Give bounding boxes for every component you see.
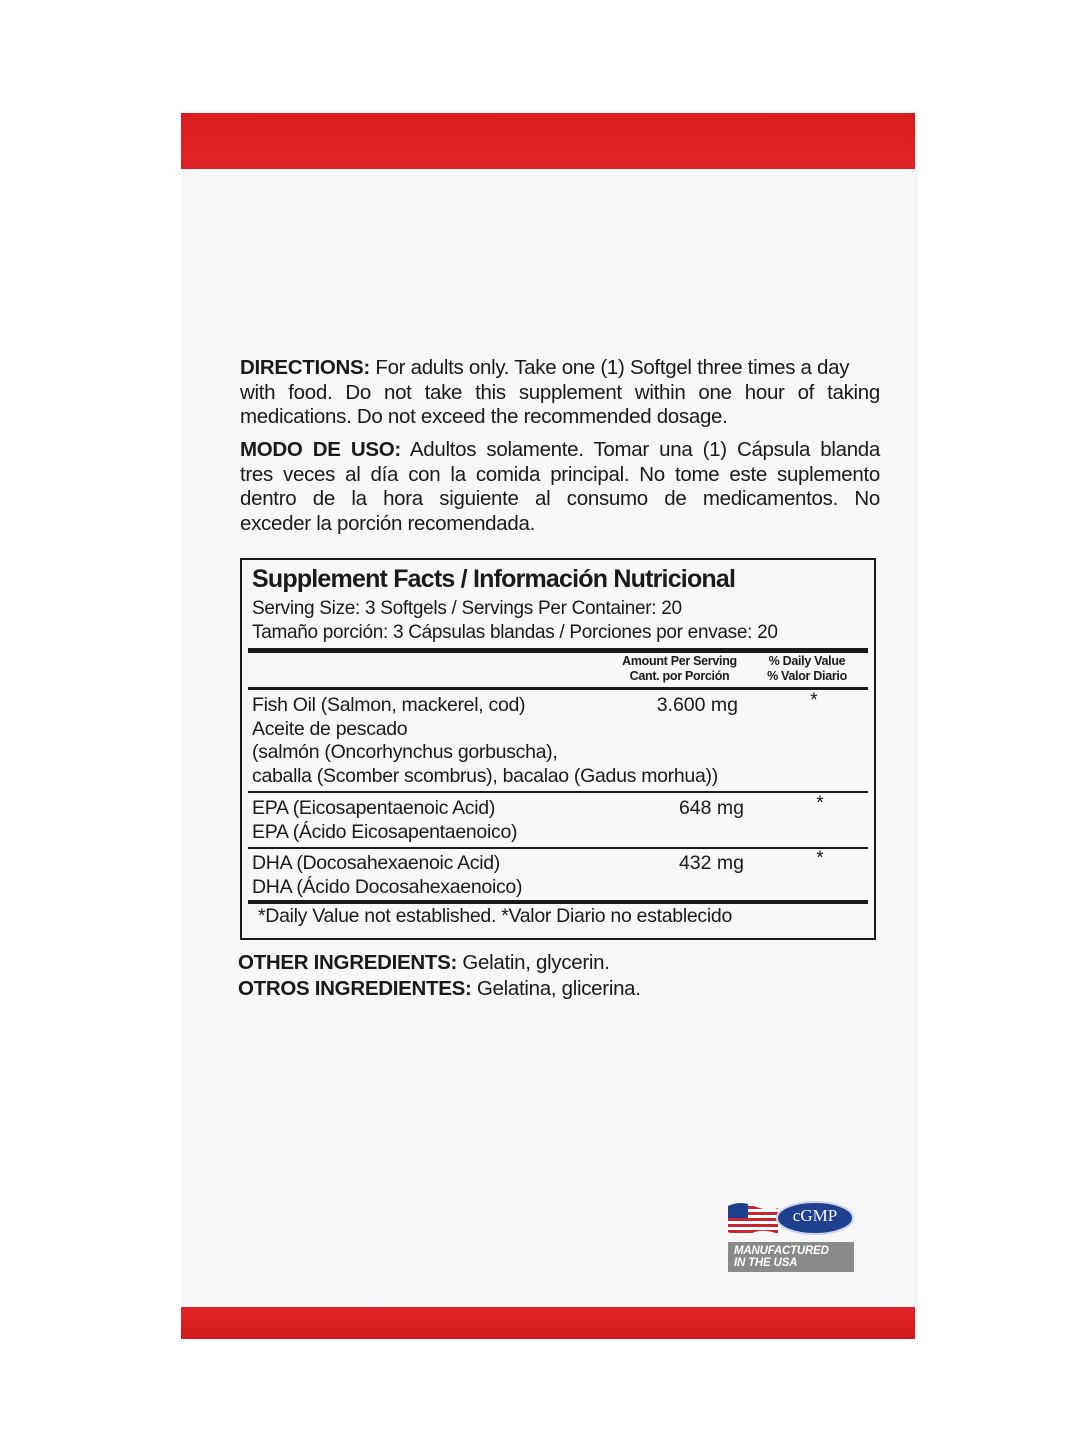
modo-label: MODO DE USO: <box>240 438 401 461</box>
fish-oil-daily-value: * <box>810 690 818 711</box>
daily-value-footnote: *Daily Value not established. *Valor Diario no establecido <box>258 905 732 927</box>
nutrient-row-dha: DHA (Docosahexaenoic Acid) DHA (Ácido Docosahexaenoico) <box>252 852 523 898</box>
header-rule <box>248 687 868 690</box>
modo-line-3: dentro de la hora siguiente al consumo de medicamentos. No <box>240 487 880 510</box>
modo-line-4: exceder la porción recomendada. <box>240 511 535 535</box>
facts-title: Supplement Facts / Información Nutricional <box>252 565 736 593</box>
cgmp-seal-text: cGMP <box>792 1206 838 1225</box>
other-ingredients-es: OTROS INGREDIENTES: Gelatina, glicerina. <box>238 977 641 1000</box>
modo-line-2: tres veces al día con la comida principal. No tome este suplemento <box>240 462 880 486</box>
modo-line-1: MODO DE USO: Adultos solamente. Tomar una (1) Cápsula blanda <box>240 438 881 461</box>
bottom-red-band <box>181 1307 915 1339</box>
row-divider <box>248 791 868 793</box>
other-ingredients-label: OTHER INGREDIENTS: <box>238 951 457 974</box>
serving-size-es: Tamaño porción: 3 Cápsulas blandas / Porciones por envase: 20 <box>252 622 778 643</box>
serving-size-en: Serving Size: 3 Softgels / Servings Per Container: 20 <box>252 598 682 619</box>
badge-line-2: IN THE USA <box>734 1257 798 1269</box>
cgmp-made-in-usa-badge <box>726 1200 856 1275</box>
dha-amount: 432 mg <box>678 852 744 874</box>
fish-oil-amount: 3.600 mg <box>656 694 738 716</box>
directions-line-3: medications. Do not exceed the recommended dosage. <box>240 405 728 428</box>
row-divider <box>248 847 868 849</box>
supplement-facts-panel <box>240 558 876 940</box>
package-back-panel <box>181 113 915 1339</box>
column-header-amount: Amount Per Serving Cant. por Porción <box>622 654 737 683</box>
footer-rule <box>248 900 868 904</box>
badge-line-1: MANUFACTURED <box>734 1245 829 1257</box>
directions-paragraph <box>240 356 880 430</box>
directions-label: DIRECTIONS: <box>240 356 370 379</box>
top-red-band <box>181 113 915 169</box>
dha-daily-value: * <box>816 848 824 869</box>
modo-de-uso-paragraph <box>240 438 880 536</box>
thick-rule <box>248 648 868 653</box>
nutrient-row-fish-oil: Fish Oil (Salmon, mackerel, cod) Aceite de pescado (salmón (Oncorhynchus gorbuscha), caballa (Scomber scombrus), bacalao (Gadus morhua)) <box>252 694 718 787</box>
directions-line-2: with food. Do not take this supplement within one hour of taking <box>240 380 880 404</box>
other-ingredients-en: OTHER INGREDIENTS: Gelatin, glycerin. <box>238 951 610 974</box>
otros-ingredientes-label: OTROS INGREDIENTES: <box>238 977 472 1000</box>
column-header-daily-value: % Daily Value % Valor Diario <box>767 654 847 683</box>
epa-daily-value: * <box>816 793 824 814</box>
nutrient-row-epa: EPA (Eicosapentaenoic Acid) EPA (Ácido Eicosapentaenoico) <box>252 797 518 843</box>
epa-amount: 648 mg <box>678 797 744 819</box>
directions-line-1: DIRECTIONS: For adults only. Take one (1) Softgel three times a day <box>240 356 850 379</box>
